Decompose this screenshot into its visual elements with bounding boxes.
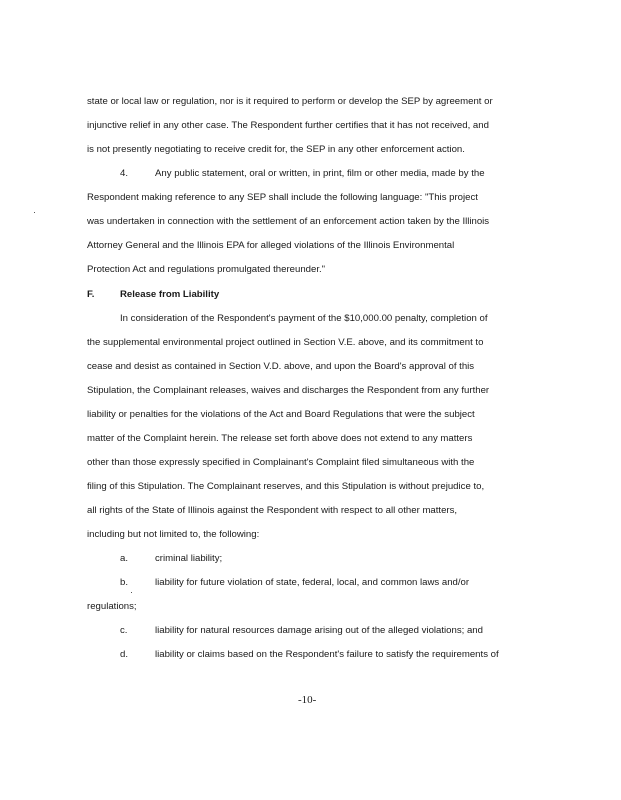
list-item-continuation: regulations; bbox=[87, 601, 137, 612]
release-line: all rights of the State of Illinois against the Respondent with respect to all other matters, bbox=[87, 505, 458, 516]
scan-speck bbox=[131, 592, 132, 593]
release-line: cease and desist as contained in Section V.D. above, and upon the Board's approval of this bbox=[87, 361, 475, 372]
list-item-letter: a. bbox=[120, 553, 129, 564]
item-4-line: Protection Act and regulations promulgated thereunder." bbox=[87, 264, 326, 275]
paragraph-line: injunctive relief in any other case. The Respondent further certifies that it has not received, and bbox=[87, 120, 489, 131]
page-number: -10- bbox=[298, 694, 317, 706]
release-line: filing of this Stipulation. The Complainant reserves, and this Stipulation is without prejudice to, bbox=[87, 481, 485, 492]
list-item-letter: b. bbox=[120, 577, 129, 588]
paragraph-line: is not presently negotiating to receive credit for, the SEP in any other enforcement action. bbox=[87, 144, 465, 155]
section-f-title: Release from Liability bbox=[120, 289, 220, 300]
release-line: other than those expressly specified in Complainant's Complaint filed simultaneous with the bbox=[87, 457, 475, 468]
release-line: liability or penalties for the violations of the Act and Board Regulations that were the subject bbox=[87, 409, 475, 420]
list-item-text: liability for future violation of state, federal, local, and common laws and/or bbox=[155, 577, 470, 588]
release-first-line: In consideration of the Respondent's payment of the $10,000.00 penalty, completion of bbox=[120, 313, 488, 324]
item-4-line: Respondent making reference to any SEP shall include the following language: "This project bbox=[87, 192, 478, 203]
paragraph-line: state or local law or regulation, nor is it required to perform or develop the SEP by agreement or bbox=[87, 96, 493, 107]
list-item-text: liability for natural resources damage arising out of the alleged violations; and bbox=[155, 625, 483, 636]
item-4-line: Attorney General and the Illinois EPA for alleged violations of the Illinois Environmental bbox=[87, 240, 455, 251]
list-item-text: liability or claims based on the Respondent's failure to satisfy the requirements of bbox=[155, 649, 499, 660]
release-line: the supplemental environmental project outlined in Section V.E. above, and its commitment to bbox=[87, 337, 484, 348]
item-4-line: was undertaken in connection with the settlement of an enforcement action taken by the Illinois bbox=[87, 216, 490, 227]
release-line: including but not limited to, the following: bbox=[87, 529, 260, 540]
list-item-letter: c. bbox=[120, 625, 128, 636]
scan-speck bbox=[34, 212, 35, 213]
release-line: matter of the Complaint herein. The release set forth above does not extend to any matters bbox=[87, 433, 473, 444]
list-item-text: criminal liability; bbox=[155, 553, 223, 564]
section-f-letter: F. bbox=[87, 289, 95, 300]
release-line: Stipulation, the Complainant releases, waives and discharges the Respondent from any further bbox=[87, 385, 490, 396]
item-4-number: 4. bbox=[120, 168, 129, 179]
item-4-first-line: Any public statement, oral or written, in print, film or other media, made by the bbox=[155, 168, 485, 179]
list-item-letter: d. bbox=[120, 649, 129, 660]
